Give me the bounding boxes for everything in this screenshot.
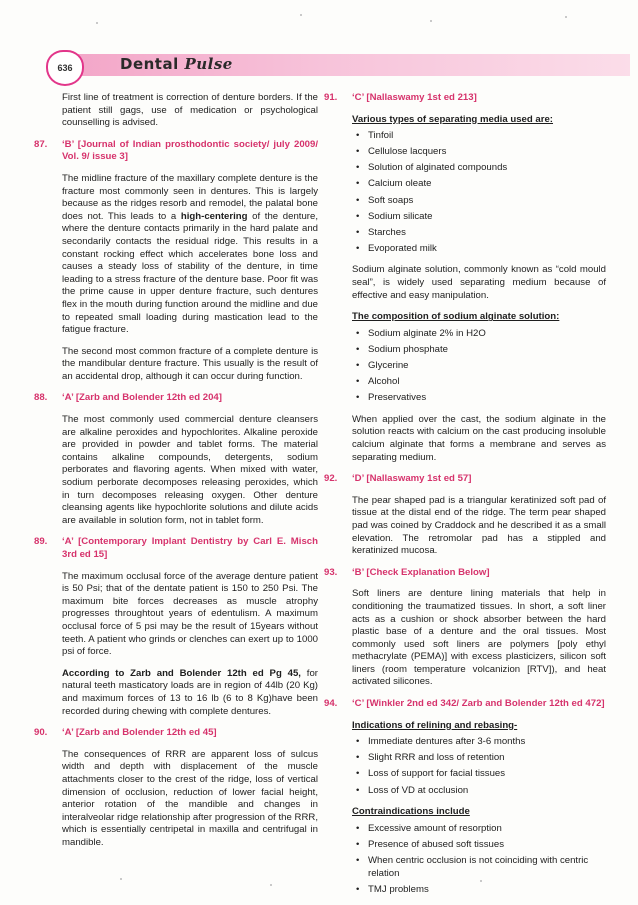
brand-script: Pulse <box>184 55 233 73</box>
answer-reference: ‘C’ [Nallaswamy 1st ed 213] <box>352 92 477 103</box>
question-number: 88. <box>34 392 48 404</box>
tooth-icon <box>46 50 84 86</box>
list-item: • Slight RRR and loss of retention <box>352 752 606 765</box>
question-number: 90. <box>34 727 48 739</box>
left-column <box>34 92 318 858</box>
answer-reference: ‘B’ [Check Explanation Below] <box>352 566 490 578</box>
answer-reference: ‘A’ [Zarb and Bolender 12th ed 45] <box>62 727 217 739</box>
question-87 <box>34 139 318 384</box>
explanation-paragraph <box>62 668 318 718</box>
scan-speck <box>300 14 302 16</box>
bullet-list <box>352 823 606 896</box>
explanation-paragraph: Sodium alginate solution, commonly known as “cold mould seal”, is widely used separating medium because of effective and easy manipulation. <box>352 264 606 301</box>
intro-paragraph: First line of treatment is correction of denture borders. If the patient still gags, use of medication or psychological counselling is advised. <box>62 92 318 129</box>
list-item: • Solution of alginated compounds <box>352 162 606 175</box>
list-item: • TMJ problems <box>352 884 606 897</box>
scan-speck <box>480 880 482 882</box>
scan-speck <box>565 16 567 18</box>
scan-speck <box>430 20 432 22</box>
page-number: 636 <box>57 63 73 73</box>
answer-reference: ‘C’ [Winkler 2nd ed 342/ Zarb and Bolender 12th ed 472] <box>352 698 605 710</box>
question-94 <box>324 698 606 896</box>
list-item: • Sodium phosphate <box>352 344 606 357</box>
list-item: • When centric occlusion is not coinciding with centric relation <box>352 855 606 880</box>
question-number: 94. <box>324 698 338 710</box>
answer-reference: ‘A’ [Contemporary Implant Dentistry by Carl E. Misch 3rd ed 15] <box>62 536 318 560</box>
list-item: • Starches <box>352 227 606 240</box>
question-90 <box>34 727 318 849</box>
list-item: • Sodium alginate 2% in H2O <box>352 328 606 341</box>
scan-speck <box>120 878 122 880</box>
explanation-paragraph <box>62 173 318 337</box>
list-item: • Loss of VD at occlusion <box>352 785 606 798</box>
list-item: • Preservatives <box>352 392 606 405</box>
question-number: 87. <box>34 138 48 150</box>
list-item: • Glycerine <box>352 360 606 373</box>
answer-reference: ‘D’ [Nallaswamy 1st ed 57] <box>352 473 472 485</box>
explanation-paragraph: The pear shaped pad is a triangular keratinized soft pad of tissue at the distal end of the ridge. The term pear shaped pad was coined by Craddock and he described it as a small elevation. The retromolar pad has a stippled and keratinized mucosa. <box>352 494 606 557</box>
list-item: • Loss of support for facial tissues <box>352 768 606 781</box>
right-column <box>324 92 606 905</box>
bullet-list <box>352 736 606 797</box>
answer-reference: ‘A’ [Zarb and Bolender 12th ed 204] <box>62 392 222 404</box>
list-item: • Alcohol <box>352 376 606 389</box>
bold-term: high-centering <box>180 210 248 222</box>
explanation-paragraph: The second most common fracture of a complete denture is the mandibular denture fracture. This usually is the result of an accidental drop, although it can occur during function. <box>62 345 318 382</box>
question-89 <box>34 536 318 718</box>
list-item: • Excessive amount of resorption <box>352 823 606 836</box>
scan-speck <box>270 884 272 886</box>
section-heading: Various types of separating media used are: <box>352 113 554 125</box>
text-run: of the denture, where the denture contacts primarily in the hard palate and secondarily contacts the residual ridge. This results in a constant rocking effect which accelerates bone loss and causes a steady loss of stability of the denture, in time leading to a stress fracture of the denture base. Poor fit was the prime cause in upper denture fracture, such dentures flex in the mouth during function around the midline and due to repeated small loading during mastication lead to the fatigue fracture. <box>62 210 318 336</box>
list-item: • Soft soaps <box>352 195 606 208</box>
list-item: • Tinfoil <box>352 130 606 143</box>
section-heading: Contraindications include <box>352 806 470 818</box>
page-header <box>40 50 620 78</box>
explanation-paragraph: Soft liners are denture lining materials that help in conditioning the traumatized tissues. In short, a soft liner acts as a cushion or shock absorber between the hard plastic base of a denture and the oral tissues. Most commonly used soft liners are polymers [poly ethyl methacrylate (PEMA)] with excess plasticizers, silicon soft liners (room temperature volcanizion [RTV]), and heat activated silicones. <box>352 588 606 688</box>
section-heading: Indications of relining and rebasing- <box>352 719 518 731</box>
scan-speck <box>96 22 98 24</box>
section-heading: The composition of sodium alginate solution: <box>352 311 560 323</box>
list-item: • Evoporated milk <box>352 243 606 256</box>
answer-reference: ‘B’ [Journal of Indian prosthodontic society/ july 2009/ Vol. 9/ issue 3] <box>62 138 318 163</box>
list-item: • Presence of abused soft tissues <box>352 839 606 852</box>
question-92 <box>324 473 606 558</box>
explanation-paragraph: The consequences of RRR are apparent loss of sulcus width and depth with displacement of the muscle attachments closer to the crest of the ridge, loss of vertical dimension of occlusion, reduction of lower facial height, anterior rotation of the mandible and changes in interalveolar ridge relationship after progression of the RRR, which is essentially centripetal in maxilla and centrifugal in mandible. <box>62 748 318 848</box>
question-93 <box>324 567 606 689</box>
bullet-list <box>352 130 606 255</box>
question-number: 91. <box>324 92 338 103</box>
question-91 <box>324 92 606 464</box>
explanation-paragraph: The maximum occlusal force of the average denture patient is 50 Psi; that of the dentate patient is 150 to 250 Psi. The maximum bite forces decreases as muscle atrophy progresses throughtout years of edentulism. A maximum occlusal force of 5 psi may be the result of 15years without teeth. A patient who grinds or clenches can exert up to 1000 psi of force. <box>62 570 318 658</box>
brand-title <box>120 55 233 73</box>
brand-bold: Dental <box>120 55 185 73</box>
explanation-paragraph: When applied over the cast, the sodium alginate in the solution reacts with calcium on the cast producing insoluble calcium alginate that forms a membrane and serves as separating medium. <box>352 413 606 463</box>
bullet-list <box>352 328 606 405</box>
text-run: The midline fracture of the maxillary complete denture is the fracture most commonly seen in dentures. This is largely because as the ridges resorb and remodel, the palatal bone does not. This leads to a <box>62 172 318 222</box>
question-88 <box>34 392 318 527</box>
list-item: • Immediate dentures after 3-6 months <box>352 736 606 749</box>
question-number: 92. <box>324 473 338 485</box>
question-number: 89. <box>34 536 48 548</box>
explanation-paragraph: The most commonly used commercial denture cleansers are alkaline peroxides and hypochlorites. Alkaline peroxide are provided in powder and tablet forms. The material contains alkaline compounds, detergents, sodium perborates and flavoring agents. When mixed with water, sodium perborate decomposes releasing peroxides, which in turn decomposes releasing oxygen. Other denture cleansing agents like hypochlorite solutions and dilute acids are available in solution form, not in tablet form. <box>62 414 318 526</box>
bold-term: According to Zarb and Bolender 12th ed Pg 45, <box>62 667 301 679</box>
text-run: for natural teeth masticatory loads are in region of 44lb (20 Kg) and maximum forces of 13 to 16 lb (6 to 8 Kg)have been recorded during chewing with complete dentures. <box>62 667 318 717</box>
list-item: • Cellulose lacquers <box>352 146 606 159</box>
list-item: • Calcium oleate <box>352 178 606 191</box>
question-number: 93. <box>324 566 338 578</box>
list-item: • Sodium silicate <box>352 211 606 224</box>
